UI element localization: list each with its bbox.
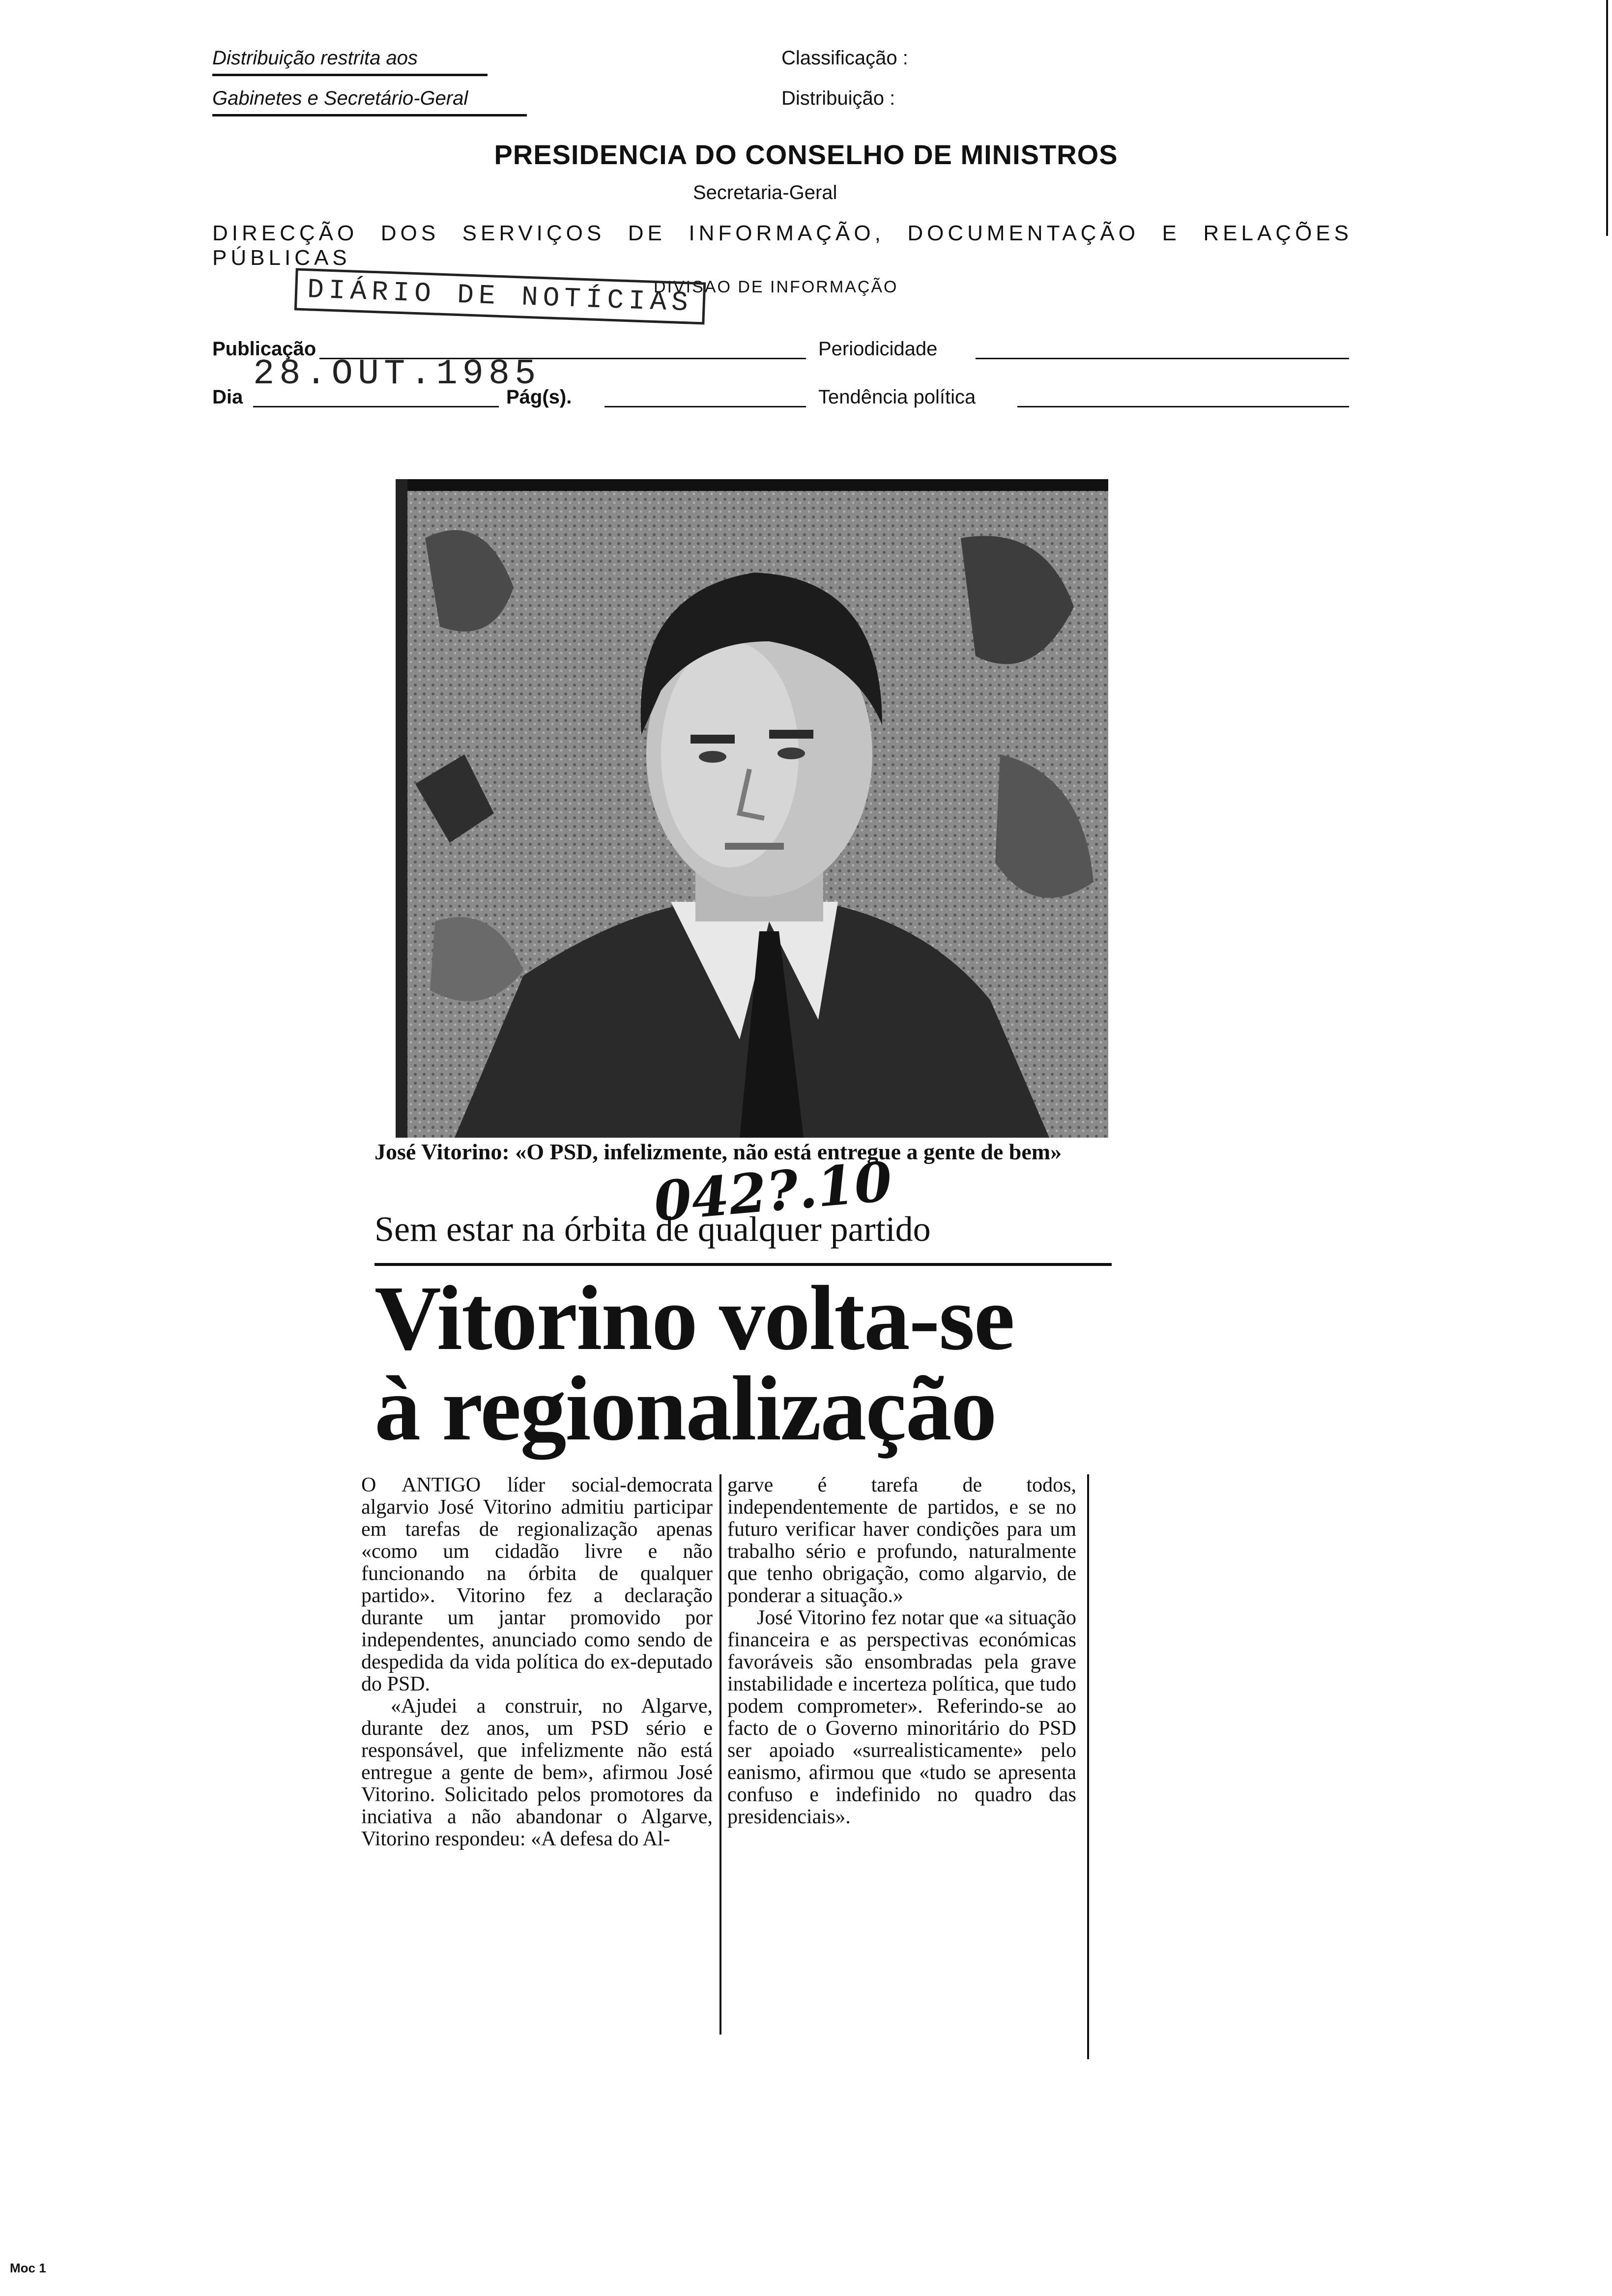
- article-paragraph: «Ajudei a construir, no Algarve, durante dez anos, um PSD sério e responsável, que infelizmente não está entregue a gente de bem», afirmou José Vitorino. Solicitado pelos promotores da inciativa a não abandonar o Algarve, Vitorino respondeu: «A defesa do Al-: [361, 1695, 713, 1850]
- scan-edge-mark: [1606, 0, 1608, 236]
- article-headline: [374, 1266, 1161, 1460]
- periodicidade-line: [976, 358, 1349, 359]
- headline-line-1: Vitorino volta-se: [374, 1266, 1014, 1369]
- tendencia-label: Tendência política: [818, 386, 976, 408]
- dia-line: [253, 406, 499, 407]
- divisao-heading: DIVISAO DE INFORMAÇÃO: [654, 278, 898, 296]
- article-kicker: Sem estar na órbita de qualquer partido: [374, 1209, 931, 1249]
- distribuicao-label: Distribuição :: [781, 87, 895, 109]
- page-subtitle: Secretaria-Geral: [693, 182, 837, 203]
- column-rule-right: [1087, 1474, 1089, 2059]
- article-left-column: [361, 1474, 713, 1850]
- tendencia-line: [1017, 406, 1349, 407]
- handwritten-reference: 042?.10: [651, 1149, 895, 1234]
- article-paragraph: O ANTIGO líder social-democrata algarvio José Vitorino admitiu participar em tarefas de regionalização apenas «como um cidadão livre e não funcionando na órbita de qualquer partido». Vitorino fez a declaração durante um jantar promovido por independentes, anunciado como sendo de despedida da vida política do ex-deputado do PSD.: [361, 1474, 713, 1695]
- distribution-underline-2: [212, 114, 527, 116]
- headline-line-2: à regionalização: [374, 1357, 996, 1460]
- article-paragraph: garve é tarefa de todos, independentemente de partidos, e se no futuro verificar haver condições para um trabalho sério e profundo, naturalmente que tenho obrigação, como algarvio, de ponderar a situação.»: [727, 1474, 1076, 1607]
- pags-line: [604, 406, 806, 407]
- article-right-column: [727, 1474, 1076, 1828]
- distribution-line-2: Gabinetes e Secretário-Geral: [212, 87, 468, 109]
- article-paragraph: José Vitorino fez notar que «a situação financeira e as perspectivas económicas favoráveis são ensombradas pela grave instabilidade e incerteza política, que tudo podem comprometer». Referindo-se ao facto de o Governo minoritário do PSD ser apoiado «surrealisticamente» pelo eanismo, afirmou que «tudo se apresenta confuso e indefinido no quadro das presidenciais».: [727, 1607, 1076, 1828]
- publicacao-label: Publicação: [212, 338, 317, 360]
- classificacao-label: Classificação :: [781, 47, 908, 69]
- distribution-underline-1: [212, 74, 488, 76]
- photo-caption: José Vitorino: «O PSD, infelizmente, não está entregue a gente de bem»: [374, 1139, 1062, 1164]
- distribution-line-1: Distribuição restrita aos: [212, 47, 418, 69]
- form-code: Moc 1: [10, 2261, 46, 2275]
- portrait-illustration: [396, 479, 1108, 1138]
- portrait-photo: [396, 479, 1108, 1138]
- publication-stamp: DIÁRIO DE NOTÍCIAS: [294, 268, 706, 324]
- dia-label: Dia: [212, 386, 243, 408]
- column-rule-left: [720, 1474, 721, 2035]
- kicker-rule: [374, 1263, 1112, 1266]
- date-stamp: 28.OUT.1985: [253, 354, 541, 394]
- page-title: PRESIDENCIA DO CONSELHO DE MINISTROS: [494, 139, 1118, 170]
- direccao-heading: DIRECÇÃO DOS SERVIÇOS DE INFORMAÇÃO, DOCUMENTAÇÃO E RELAÇÕES PÚBLICAS: [212, 221, 1353, 270]
- periodicidade-label: Periodicidade: [818, 338, 938, 360]
- pags-label: Pág(s).: [506, 386, 572, 408]
